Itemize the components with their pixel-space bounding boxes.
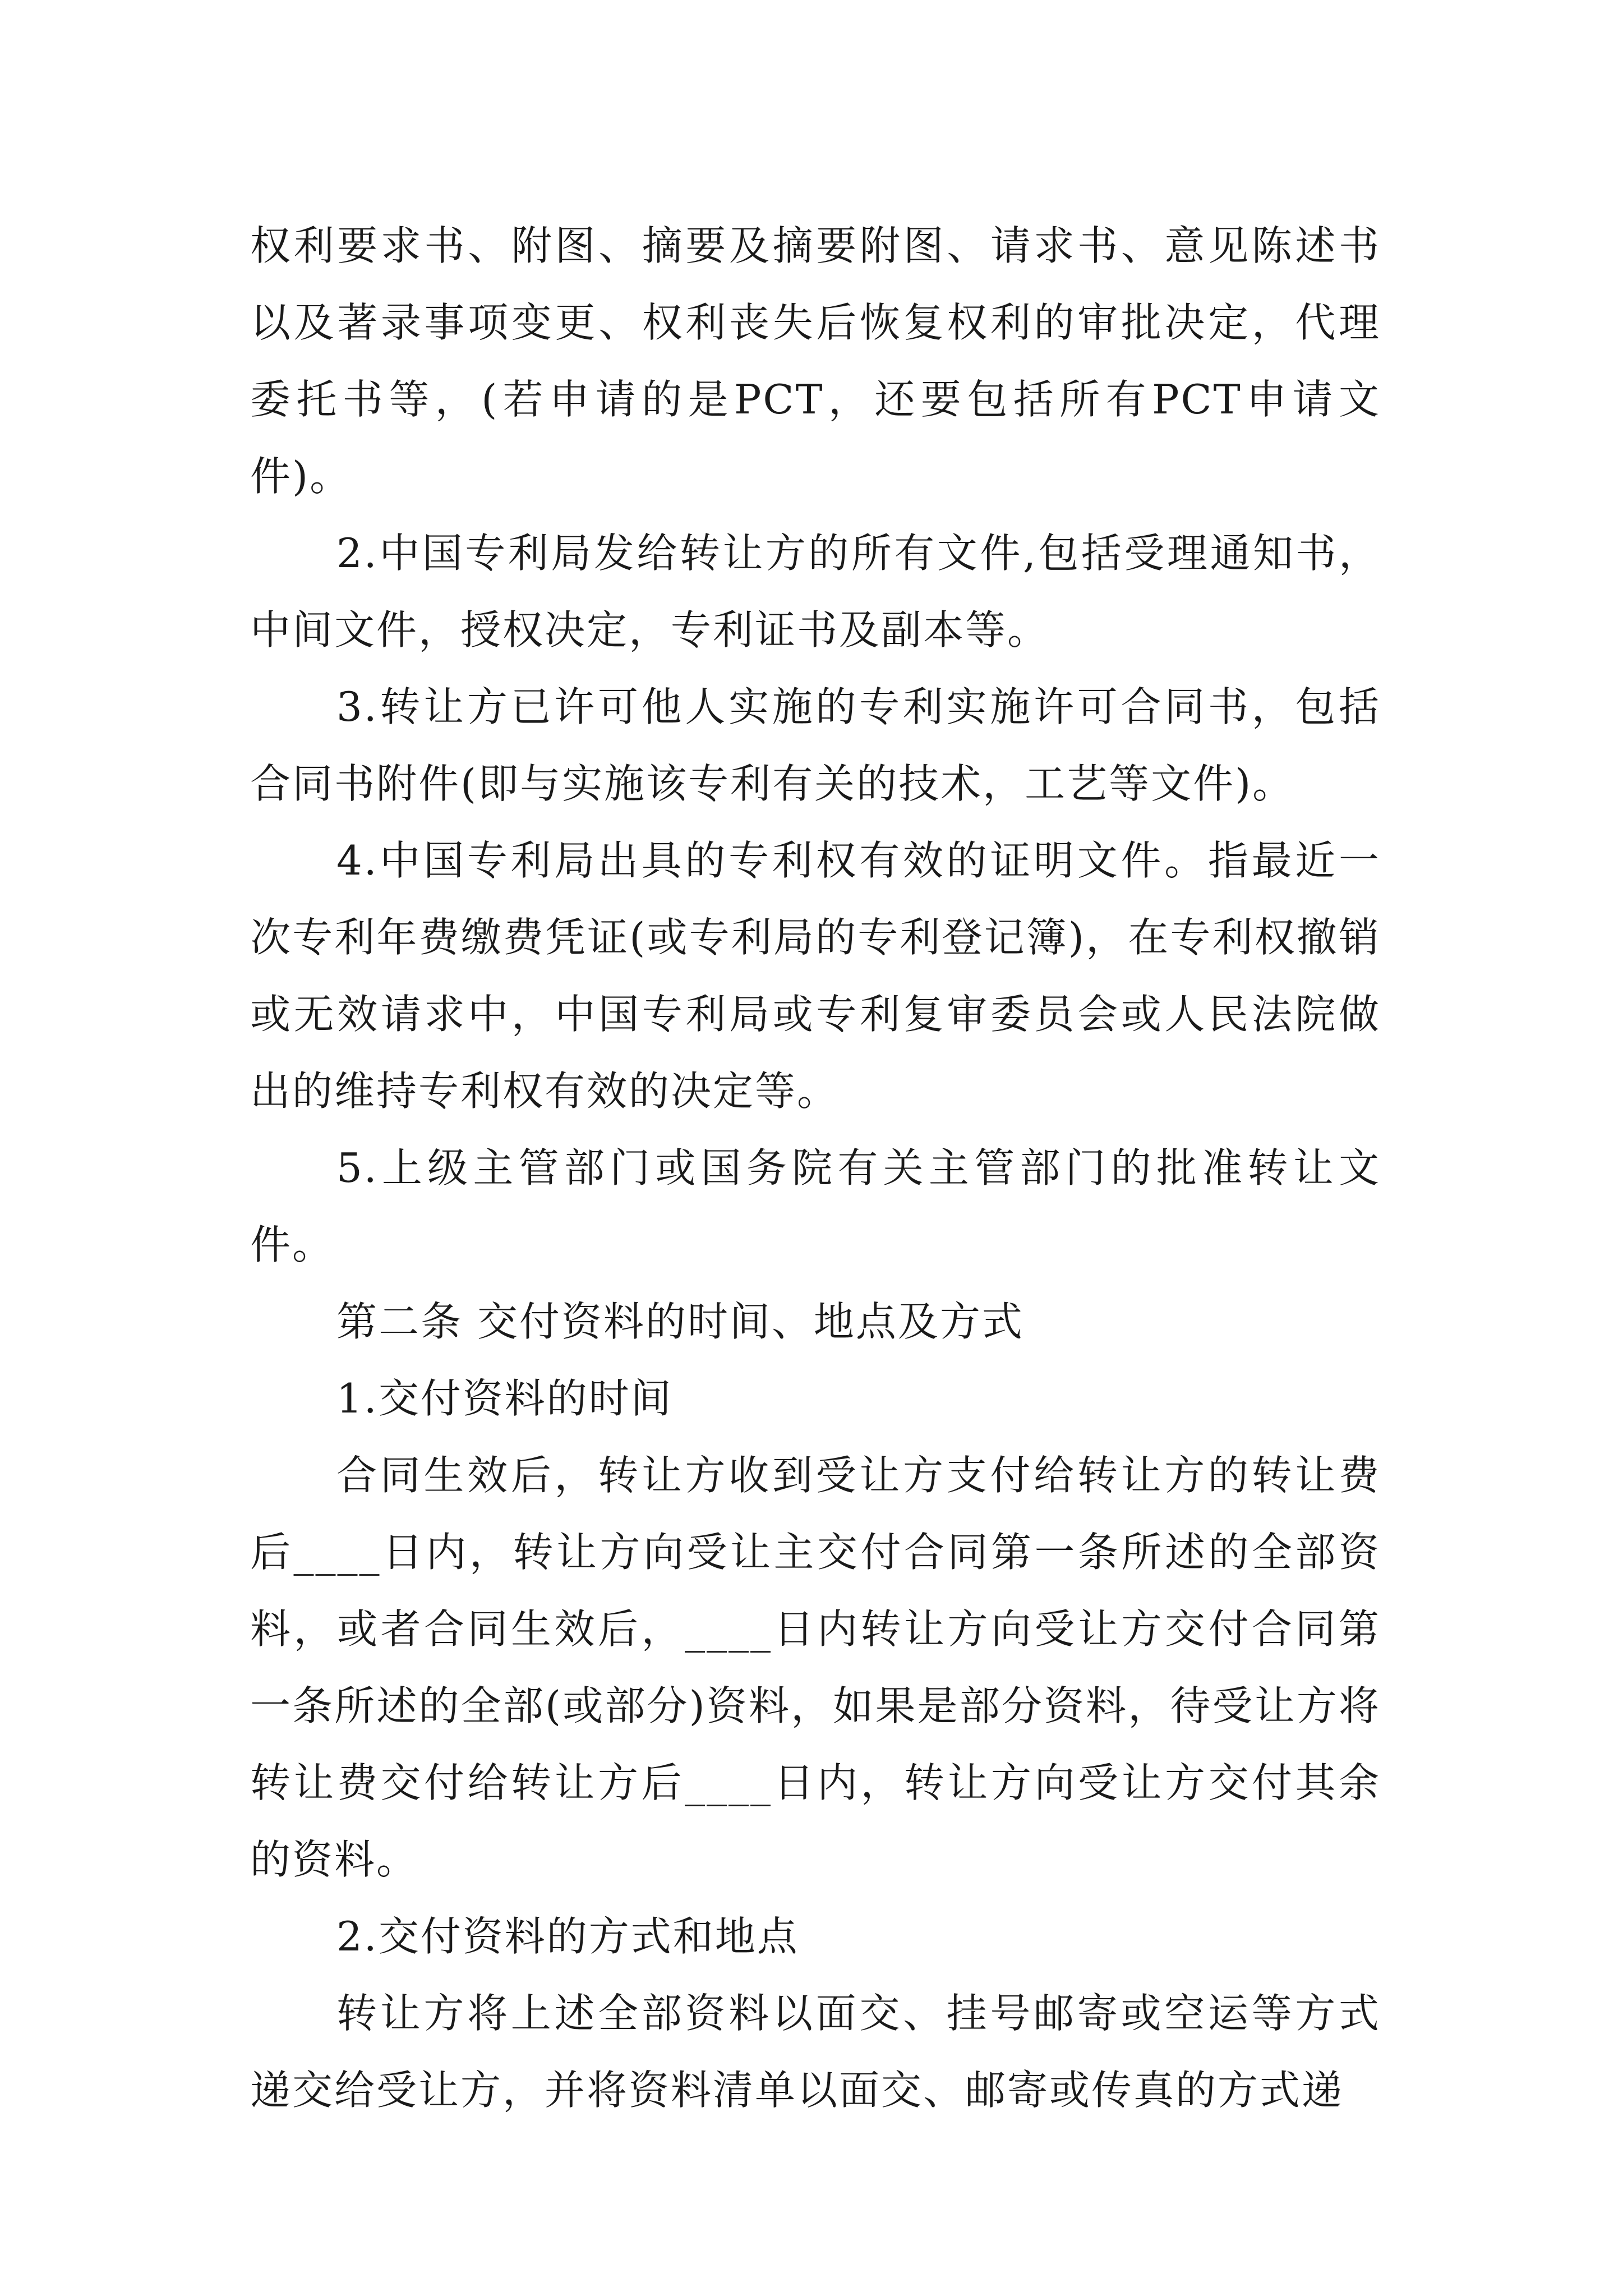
paragraph-item-2: 2.中国专利局发给转让方的所有文件,包括受理通知书，中间文件，授权决定，专利证书及副本等。 [250,530,1381,654]
document-page [250,208,1381,2129]
paragraph-delivery-time: 合同生效后，转让方收到受让方支付给转让方的转让费后____日内，转让方向受让主交付合同第一条所述的全部资料，或者合同生效后，____日内转让方向受让方交付合同第一条所述的全部(或部分)资料，如果是部分资料，待受让方将转让费交付给转让方后____日内，转让方向受让方交付其余的资料。 [250,1452,1381,1883]
paragraph-delivery-method: 转让方将上述全部资料以面交、挂号邮寄或空运等方式递交给受让方，并将资料清单以面交、邮寄或传真的方式递 [250,1990,1381,2114]
subheading-delivery-time: 1.交付资料的时间 [336,1375,673,1422]
paragraph-item-3: 3.转让方已许可他人实施的专利实施许可合同书，包括合同书附件(即与实施该专利有关的技术，工艺等文件)。 [250,683,1381,807]
paragraph-item-4: 4.中国专利局出具的专利权有效的证明文件。指最近一次专利年费缴费凭证(或专利局的专利登记簿)，在专利权撤销或无效请求中，中国专利局或专利复审委员会或人民法院做出的维持专利权有效的决定等。 [250,837,1381,1115]
article-2-heading: 第二条 交付资料的时间、地点及方式 [336,1298,1024,1345]
paragraph-claims-list: 权利要求书、附图、摘要及摘要附图、请求书、意见陈述书以及著录事项变更、权利丧失后恢复权利的审批决定，代理委托书等，(若申请的是PCT，还要包括所有PCT申请文件)。 [250,222,1381,500]
subheading-delivery-method: 2.交付资料的方式和地点 [336,1913,799,1960]
paragraph-item-5: 5.上级主管部门或国务院有关主管部门的批准转让文件。 [250,1144,1381,1268]
